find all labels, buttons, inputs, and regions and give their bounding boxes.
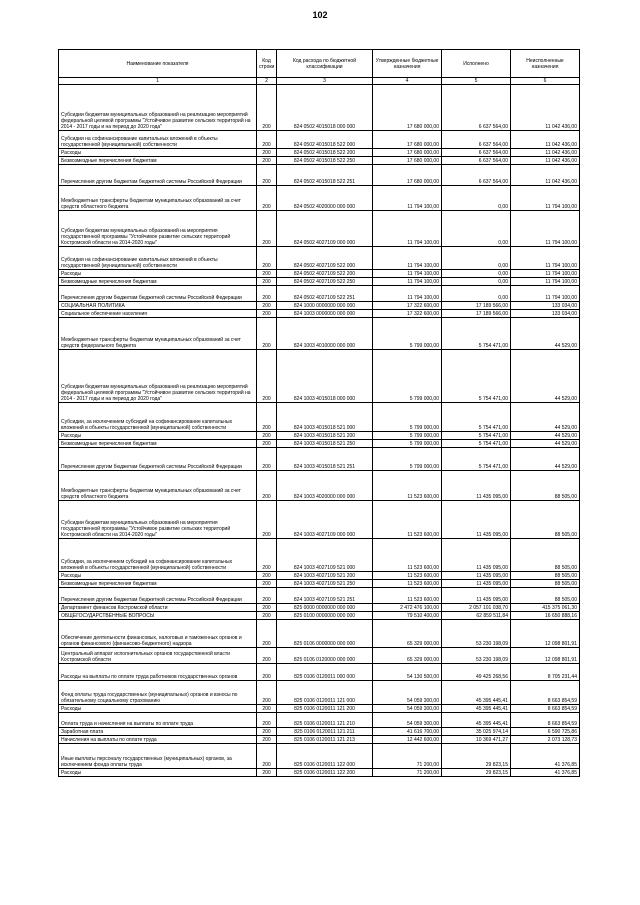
row-unexecuted-amount: 11 042 436,00 (511, 157, 580, 165)
row-line-code: 200 (257, 471, 277, 501)
row-indicator-name: Безвозмездные перечисления бюджетам (59, 580, 257, 588)
row-budget-classification-code: 824 0502 4015018 522 200 (277, 149, 373, 157)
row-executed-amount: 35 025 974,14 (442, 728, 511, 736)
column-number: 3 (277, 78, 373, 85)
row-line-code: 200 (257, 157, 277, 165)
row-indicator-name: Расходы (59, 270, 257, 278)
row-unexecuted-amount: 11 042 436,00 (511, 85, 580, 131)
table-row (59, 620, 580, 648)
row-approved-amount: 5 799 000,00 (373, 318, 442, 350)
row-executed-amount: 29 823,15 (442, 744, 511, 769)
row-budget-classification-code: 824 1003 4015018 521 250 (277, 440, 373, 448)
row-budget-classification-code: 825 0106 0120011 122 000 (277, 744, 373, 769)
row-indicator-name: Центральный аппарат исполнительных органов государственной власти Костромской области (59, 648, 257, 664)
row-approved-amount: 54 059 300,00 (373, 681, 442, 705)
row-line-code: 200 (257, 211, 277, 247)
header-approved-appropriations: Утвержденные бюджетные назначения (373, 50, 442, 78)
table-row (59, 713, 580, 728)
row-budget-classification-code: 824 0502 4015018 522 000 (277, 131, 373, 149)
row-executed-amount: 53 230 198,09 (442, 620, 511, 648)
table-body (59, 85, 580, 777)
header-executed: Исполнено (442, 50, 511, 78)
row-unexecuted-amount: 88 505,00 (511, 471, 580, 501)
row-indicator-name: Субсидии бюджетам муниципальных образований на мероприятия государственной программы "Устойчивое развитие сельских территорий Костромской области на 2014-2020 годы" (59, 501, 257, 539)
row-unexecuted-amount: 88 505,00 (511, 588, 580, 604)
row-unexecuted-amount: 44 529,00 (511, 403, 580, 432)
row-line-code: 200 (257, 165, 277, 186)
row-unexecuted-amount: 11 794 100,00 (511, 270, 580, 278)
row-unexecuted-amount: 12 098 801,91 (511, 620, 580, 648)
row-unexecuted-amount: 44 529,00 (511, 432, 580, 440)
row-unexecuted-amount: 8 663 854,59 (511, 713, 580, 728)
row-executed-amount: 53 230 198,09 (442, 648, 511, 664)
row-line-code: 200 (257, 278, 277, 286)
row-unexecuted-amount: 88 505,00 (511, 539, 580, 572)
row-budget-classification-code: 824 0502 4020000 000 000 (277, 186, 373, 211)
table-row (59, 318, 580, 350)
row-unexecuted-amount: 11 794 100,00 (511, 186, 580, 211)
table-row (59, 350, 580, 403)
row-budget-classification-code: 824 1003 4020000 000 000 (277, 471, 373, 501)
row-line-code: 200 (257, 350, 277, 403)
table-row (59, 211, 580, 247)
row-indicator-name: Перечисления другим бюджетам бюджетной системы Российской Федерации (59, 448, 257, 471)
row-executed-amount: 10 369 471,27 (442, 736, 511, 744)
table-row (59, 604, 580, 612)
row-indicator-name: Субсидии, за исключением субсидий на софинансирование капитальных вложений в объекты государственной (муниципальной) собственности (59, 403, 257, 432)
row-indicator-name: ОБЩЕГОСУДАРСТВЕННЫЕ ВОПРОСЫ (59, 612, 257, 620)
row-approved-amount: 11 523 600,00 (373, 501, 442, 539)
row-indicator-name: Иные выплаты персоналу государственных (муниципальных) органов, за исключением фонда оплаты труда (59, 744, 257, 769)
row-executed-amount: 0,00 (442, 247, 511, 270)
column-number: 4 (373, 78, 442, 85)
row-indicator-name: Перечисления другим бюджетам бюджетной системы Российской Федерации (59, 165, 257, 186)
row-unexecuted-amount: 88 505,00 (511, 501, 580, 539)
table-row (59, 501, 580, 539)
row-indicator-name: Безвозмездные перечисления бюджетам (59, 278, 257, 286)
table-row (59, 736, 580, 744)
header-line-code: Код строки (257, 50, 277, 78)
row-line-code: 200 (257, 318, 277, 350)
row-approved-amount: 5 799 000,00 (373, 448, 442, 471)
row-executed-amount: 45 395 445,41 (442, 713, 511, 728)
row-budget-classification-code: 825 0000 0000000 000 000 (277, 604, 373, 612)
table-row (59, 681, 580, 705)
row-approved-amount: 11 523 600,00 (373, 539, 442, 572)
row-line-code: 200 (257, 448, 277, 471)
row-budget-classification-code: 824 0502 4027109 522 250 (277, 278, 373, 286)
row-approved-amount: 11 794 100,00 (373, 247, 442, 270)
row-executed-amount: 11 435 095,00 (442, 580, 511, 588)
row-unexecuted-amount: 2 073 128,73 (511, 736, 580, 744)
row-unexecuted-amount: 16 650 888,16 (511, 612, 580, 620)
row-budget-classification-code: 824 1000 0000000 000 000 (277, 302, 373, 310)
row-approved-amount: 65 329 000,00 (373, 648, 442, 664)
row-budget-classification-code: 824 0502 4027109 000 000 (277, 211, 373, 247)
row-line-code: 200 (257, 604, 277, 612)
row-executed-amount: 6 637 564,00 (442, 131, 511, 149)
row-line-code: 200 (257, 681, 277, 705)
row-executed-amount: 6 637 564,00 (442, 157, 511, 165)
row-approved-amount: 79 510 400,00 (373, 612, 442, 620)
column-number: 6 (511, 78, 580, 85)
row-approved-amount: 11 794 100,00 (373, 270, 442, 278)
row-unexecuted-amount: 11 042 436,00 (511, 165, 580, 186)
row-budget-classification-code: 825 0106 0120011 121 210 (277, 713, 373, 728)
row-line-code: 200 (257, 432, 277, 440)
row-unexecuted-amount: 11 042 436,00 (511, 131, 580, 149)
row-line-code: 200 (257, 736, 277, 744)
table-row (59, 705, 580, 713)
row-line-code: 200 (257, 588, 277, 604)
row-indicator-name: Социальное обеспечение населения (59, 310, 257, 318)
row-indicator-name: Межбюджетные трансферты бюджетам муниципальных образований за счет средств областного бюджета (59, 471, 257, 501)
header-indicator-name: Наименование показателя (59, 50, 257, 78)
table-row (59, 539, 580, 572)
row-executed-amount: 49 425 268,56 (442, 664, 511, 681)
row-budget-classification-code: 824 1003 4015018 521 200 (277, 432, 373, 440)
row-executed-amount: 0,00 (442, 211, 511, 247)
row-approved-amount: 11 523 600,00 (373, 588, 442, 604)
row-approved-amount: 54 059 300,00 (373, 713, 442, 728)
row-unexecuted-amount: 12 098 801,91 (511, 648, 580, 664)
budget-execution-table (58, 49, 580, 777)
row-budget-classification-code: 825 0106 0120000 000 000 (277, 648, 373, 664)
row-indicator-name: Субсидии бюджетам муниципальных образований на мероприятия государственной программы "Устойчивое развитие сельских территорий Костромской области на 2014-2020 годы" (59, 211, 257, 247)
table-row (59, 310, 580, 318)
row-line-code: 200 (257, 539, 277, 572)
row-line-code: 200 (257, 247, 277, 270)
row-unexecuted-amount: 11 794 100,00 (511, 211, 580, 247)
row-executed-amount: 6 637 564,00 (442, 149, 511, 157)
row-approved-amount: 17 322 600,00 (373, 310, 442, 318)
row-approved-amount: 17 680 000,00 (373, 149, 442, 157)
row-indicator-name: Субсидии на софинансирование капитальных вложений в объекты государственной (муниципальной) собственности (59, 131, 257, 149)
row-approved-amount: 5 799 000,00 (373, 432, 442, 440)
row-executed-amount: 0,00 (442, 278, 511, 286)
row-unexecuted-amount: 88 505,00 (511, 580, 580, 588)
table-row (59, 588, 580, 604)
table-row (59, 149, 580, 157)
row-executed-amount: 11 435 095,00 (442, 572, 511, 580)
row-unexecuted-amount: 44 529,00 (511, 350, 580, 403)
row-unexecuted-amount: 11 794 100,00 (511, 286, 580, 302)
row-indicator-name: Субсидии, за исключением субсидий на софинансирование капитальных вложений в объекты государственной (муниципальной) собственности (59, 539, 257, 572)
row-approved-amount: 17 322 600,00 (373, 302, 442, 310)
row-line-code: 200 (257, 769, 277, 777)
row-line-code: 200 (257, 572, 277, 580)
row-approved-amount: 17 680 000,00 (373, 165, 442, 186)
row-unexecuted-amount: 8 705 231,44 (511, 664, 580, 681)
row-approved-amount: 12 442 600,00 (373, 736, 442, 744)
row-line-code: 200 (257, 310, 277, 318)
column-number: 2 (257, 78, 277, 85)
row-approved-amount: 17 680 000,00 (373, 131, 442, 149)
row-indicator-name: Начисления на выплаты по оплате труда (59, 736, 257, 744)
row-executed-amount: 5 754 471,00 (442, 403, 511, 432)
row-budget-classification-code: 824 1003 4027109 000 000 (277, 501, 373, 539)
row-line-code: 200 (257, 580, 277, 588)
row-unexecuted-amount: 8 663 854,59 (511, 705, 580, 713)
table-row (59, 85, 580, 131)
table-row (59, 165, 580, 186)
row-executed-amount: 11 435 095,00 (442, 539, 511, 572)
table-row (59, 664, 580, 681)
table-row (59, 286, 580, 302)
row-unexecuted-amount: 88 505,00 (511, 572, 580, 580)
row-budget-classification-code: 824 1003 4027109 521 251 (277, 588, 373, 604)
row-executed-amount: 0,00 (442, 270, 511, 278)
table-row (59, 432, 580, 440)
row-approved-amount: 71 200,00 (373, 744, 442, 769)
row-executed-amount: 11 435 095,00 (442, 501, 511, 539)
row-unexecuted-amount: 11 794 100,00 (511, 278, 580, 286)
row-line-code: 200 (257, 131, 277, 149)
row-unexecuted-amount: 133 034,00 (511, 302, 580, 310)
row-line-code: 200 (257, 403, 277, 432)
row-budget-classification-code: 824 1003 4010000 000 000 (277, 318, 373, 350)
row-approved-amount: 11 794 100,00 (373, 211, 442, 247)
header-unexecuted-appropriations: Неисполненные назначения (511, 50, 580, 78)
row-executed-amount: 5 754 471,00 (442, 350, 511, 403)
row-approved-amount: 65 329 000,00 (373, 620, 442, 648)
row-executed-amount: 11 435 095,00 (442, 471, 511, 501)
row-executed-amount: 45 395 445,41 (442, 705, 511, 713)
row-indicator-name: Перечисления другим бюджетам бюджетной системы Российской Федерации (59, 588, 257, 604)
row-approved-amount: 11 523 600,00 (373, 471, 442, 501)
row-unexecuted-amount: 11 042 436,00 (511, 149, 580, 157)
row-indicator-name: Расходы (59, 769, 257, 777)
row-indicator-name: Оплата труда и начисления на выплаты по оплате труда (59, 713, 257, 728)
row-budget-classification-code: 825 0106 0120011 121 211 (277, 728, 373, 736)
row-executed-amount: 5 754 471,00 (442, 440, 511, 448)
row-indicator-name: СОЦИАЛЬНАЯ ПОЛИТИКА (59, 302, 257, 310)
row-unexecuted-amount: 8 663 854,59 (511, 681, 580, 705)
row-approved-amount: 17 680 000,00 (373, 157, 442, 165)
table-row (59, 471, 580, 501)
table-row (59, 247, 580, 270)
table-row (59, 302, 580, 310)
row-unexecuted-amount: 415 375 061,30 (511, 604, 580, 612)
row-executed-amount: 5 754 471,00 (442, 448, 511, 471)
row-budget-classification-code: 824 1003 0000000 000 000 (277, 310, 373, 318)
row-executed-amount: 0,00 (442, 186, 511, 211)
row-executed-amount: 0,00 (442, 286, 511, 302)
row-executed-amount: 5 754 471,00 (442, 318, 511, 350)
row-line-code: 200 (257, 85, 277, 131)
row-line-code: 200 (257, 186, 277, 211)
row-executed-amount: 2 057 101 038,70 (442, 604, 511, 612)
row-budget-classification-code: 824 1003 4015018 000 000 (277, 350, 373, 403)
row-approved-amount: 54 059 300,00 (373, 705, 442, 713)
row-indicator-name: Межбюджетные трансферты бюджетам муниципальных образований за счет средств областного бюджета (59, 186, 257, 211)
row-line-code: 200 (257, 270, 277, 278)
row-approved-amount: 11 794 100,00 (373, 186, 442, 211)
row-budget-classification-code: 825 0106 0120011 121 000 (277, 681, 373, 705)
row-executed-amount: 29 823,15 (442, 769, 511, 777)
table-row (59, 278, 580, 286)
row-executed-amount: 17 189 566,00 (442, 310, 511, 318)
table-row (59, 448, 580, 471)
row-unexecuted-amount: 44 529,00 (511, 448, 580, 471)
row-budget-classification-code: 824 0502 4015018 522 250 (277, 157, 373, 165)
column-number: 1 (59, 78, 257, 85)
row-approved-amount: 54 130 500,00 (373, 664, 442, 681)
row-indicator-name: Субсидии бюджетам муниципальных образований на реализацию мероприятий федеральной целевой программы "Устойчивое развитие сельских территорий на 2014 - 2017 годы и на период до 2020 года" (59, 350, 257, 403)
header-budget-classification-code: Код расхода по бюджетной классификации (277, 50, 373, 78)
row-indicator-name: Безвозмездные перечисления бюджетам (59, 440, 257, 448)
row-approved-amount: 17 680 000,00 (373, 85, 442, 131)
row-approved-amount: 2 472 476 100,00 (373, 604, 442, 612)
table-row (59, 744, 580, 769)
row-indicator-name: Межбюджетные трансферты бюджетам муниципальных образований за счет средств федерального бюджета (59, 318, 257, 350)
row-approved-amount: 11 794 100,00 (373, 286, 442, 302)
row-unexecuted-amount: 11 794 100,00 (511, 247, 580, 270)
row-unexecuted-amount: 44 529,00 (511, 440, 580, 448)
table-row (59, 131, 580, 149)
table-row (59, 403, 580, 432)
row-budget-classification-code: 824 0502 4027109 522 000 (277, 247, 373, 270)
row-indicator-name: Перечисления другим бюджетам бюджетной системы Российской Федерации (59, 286, 257, 302)
row-indicator-name: Заработная плата (59, 728, 257, 736)
row-indicator-name: Субсидии бюджетам муниципальных образований на реализацию мероприятий федеральной целевой программы "Устойчивое развитие сельских территорий на 2014 - 2017 годы и на период до 2020 года" (59, 85, 257, 131)
table-row (59, 769, 580, 777)
row-budget-classification-code: 825 0106 0120011 000 000 (277, 664, 373, 681)
row-approved-amount: 5 799 000,00 (373, 350, 442, 403)
table-row (59, 572, 580, 580)
row-unexecuted-amount: 6 590 725,86 (511, 728, 580, 736)
row-approved-amount: 11 523 600,00 (373, 572, 442, 580)
row-approved-amount: 5 799 000,00 (373, 403, 442, 432)
table-row (59, 440, 580, 448)
row-indicator-name: Расходы (59, 149, 257, 157)
row-approved-amount: 11 794 100,00 (373, 278, 442, 286)
row-line-code: 200 (257, 648, 277, 664)
row-budget-classification-code: 824 1003 4015018 521 251 (277, 448, 373, 471)
row-line-code: 200 (257, 501, 277, 539)
table-row (59, 728, 580, 736)
row-line-code: 200 (257, 713, 277, 728)
row-budget-classification-code: 825 0106 0000000 000 000 (277, 620, 373, 648)
row-budget-classification-code: 825 0106 0120011 122 200 (277, 769, 373, 777)
row-line-code: 200 (257, 705, 277, 713)
row-indicator-name: Расходы (59, 705, 257, 713)
row-executed-amount: 11 435 095,00 (442, 588, 511, 604)
row-line-code: 200 (257, 664, 277, 681)
row-unexecuted-amount: 41 376,85 (511, 769, 580, 777)
row-budget-classification-code: 825 0106 0120011 121 213 (277, 736, 373, 744)
row-indicator-name: Расходы (59, 572, 257, 580)
column-number: 5 (442, 78, 511, 85)
row-executed-amount: 17 189 566,00 (442, 302, 511, 310)
row-budget-classification-code: 824 1003 4027109 521 200 (277, 572, 373, 580)
row-approved-amount: 11 523 600,00 (373, 580, 442, 588)
row-executed-amount: 45 395 445,41 (442, 681, 511, 705)
table-row (59, 648, 580, 664)
row-line-code: 200 (257, 620, 277, 648)
row-line-code: 200 (257, 302, 277, 310)
row-line-code: 200 (257, 440, 277, 448)
row-executed-amount: 62 859 511,84 (442, 612, 511, 620)
table-row (59, 612, 580, 620)
row-unexecuted-amount: 44 529,00 (511, 318, 580, 350)
row-indicator-name: Расходы на выплаты по оплате труда работников государственных органов (59, 664, 257, 681)
row-line-code: 200 (257, 744, 277, 769)
row-approved-amount: 71 200,00 (373, 769, 442, 777)
row-executed-amount: 6 637 564,00 (442, 85, 511, 131)
row-approved-amount: 41 616 700,00 (373, 728, 442, 736)
row-indicator-name: Безвозмездные перечисления бюджетам (59, 157, 257, 165)
row-unexecuted-amount: 133 034,00 (511, 310, 580, 318)
row-line-code: 200 (257, 612, 277, 620)
table-column-numbers-row (59, 78, 580, 85)
row-line-code: 200 (257, 149, 277, 157)
row-indicator-name: Субсидии на софинансирование капитальных вложений в объекты государственной (муниципальной) собственности (59, 247, 257, 270)
row-budget-classification-code: 824 1003 4015018 521 000 (277, 403, 373, 432)
row-budget-classification-code: 825 0100 0000000 000 000 (277, 612, 373, 620)
table-header-row (59, 50, 580, 78)
row-budget-classification-code: 824 0502 4027109 522 200 (277, 270, 373, 278)
page-number: 102 (312, 10, 328, 20)
row-executed-amount: 5 754 471,00 (442, 432, 511, 440)
table-row (59, 580, 580, 588)
row-budget-classification-code: 824 0502 4015018 000 000 (277, 85, 373, 131)
row-budget-classification-code: 824 0502 4027109 522 251 (277, 286, 373, 302)
row-budget-classification-code: 824 0502 4015018 522 251 (277, 165, 373, 186)
row-indicator-name: Расходы (59, 432, 257, 440)
row-budget-classification-code: 825 0106 0120011 121 200 (277, 705, 373, 713)
row-budget-classification-code: 824 1003 4027109 521 250 (277, 580, 373, 588)
row-indicator-name: Фонд оплаты труда государственных (муниципальных) органов и взносы по обязательному социальному страхованию (59, 681, 257, 705)
row-executed-amount: 6 637 564,00 (442, 165, 511, 186)
row-indicator-name: Обеспечение деятельности финансовых, налоговых и таможенных органов и органов финансового (финансово-бюджетного) надзора (59, 620, 257, 648)
row-indicator-name: Департамент финансов Костромской области (59, 604, 257, 612)
row-line-code: 200 (257, 728, 277, 736)
row-approved-amount: 5 799 000,00 (373, 440, 442, 448)
row-line-code: 200 (257, 286, 277, 302)
row-budget-classification-code: 824 1003 4027109 521 000 (277, 539, 373, 572)
table-row (59, 186, 580, 211)
table-row (59, 270, 580, 278)
table-row (59, 157, 580, 165)
row-unexecuted-amount: 41 376,85 (511, 744, 580, 769)
